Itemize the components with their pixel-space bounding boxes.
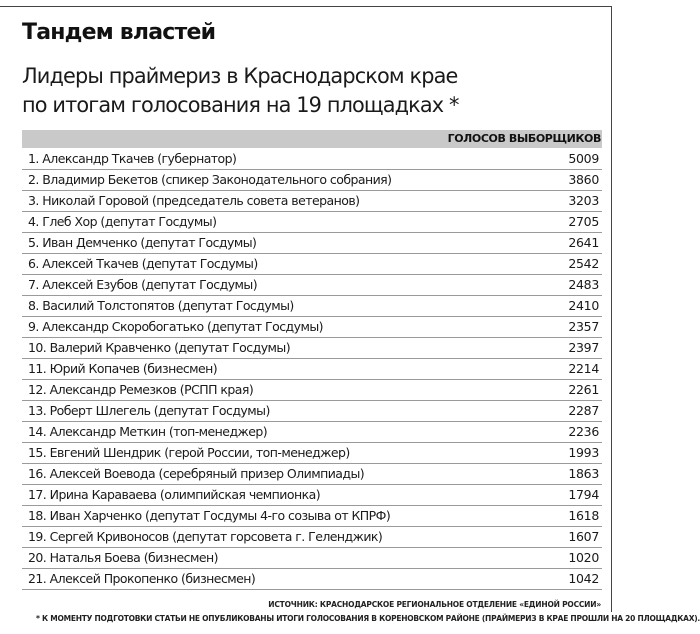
candidate-name: 16. Алексей Воевода (серебряный призер Олимпиады)	[28, 466, 365, 481]
vote-count: 2410	[568, 298, 599, 313]
table-row	[22, 527, 602, 548]
table-row	[22, 548, 602, 569]
source-note: ИСТОЧНИК: КРАСНОДАРСКОЕ РЕГИОНАЛЬНОЕ ОТДЕЛЕНИЕ «ЕДИНОЙ РОССИИ»	[268, 600, 601, 609]
vote-count: 2705	[568, 214, 599, 229]
column-header-votes: ГОЛОСОВ ВЫБОРЩИКОВ	[447, 132, 601, 145]
candidate-name: 9. Александр Скоробогатько (депутат Госдумы)	[28, 319, 323, 334]
table-row	[22, 359, 602, 380]
candidate-name: 1. Александр Ткачев (губернатор)	[28, 151, 237, 166]
chart-subtitle	[22, 62, 459, 120]
table-row	[22, 296, 602, 317]
vote-count: 2483	[568, 277, 599, 292]
vote-count: 5009	[568, 151, 599, 166]
table-row	[22, 254, 602, 275]
candidate-name: 18. Иван Харченко (депутат Госдумы 4-го созыва от КПРФ)	[28, 508, 391, 523]
candidate-name: 12. Александр Ремезков (РСПП края)	[28, 382, 254, 397]
vote-count: 2236	[568, 424, 599, 439]
vote-count: 3860	[568, 172, 599, 187]
vote-count: 1020	[568, 550, 599, 565]
table-row	[22, 191, 602, 212]
vote-count: 2287	[568, 403, 599, 418]
candidate-name: 15. Евгений Шендрик (герой России, топ-менеджер)	[28, 445, 350, 460]
vote-count: 1794	[568, 487, 599, 502]
vote-count: 2641	[568, 235, 599, 250]
vote-count: 1993	[568, 445, 599, 460]
footnote: * К МОМЕНТУ ПОДГОТОВКИ СТАТЬИ НЕ ОПУБЛИКОВАНЫ ИТОГИ ГОЛОСОВАНИЯ В КОРЕНОВСКОМ РАЙОНЕ (ПРАЙМЕРИЗ В КРАЕ ПРОШЛИ НА 20 ПЛОЩАДКАХ).	[36, 614, 700, 623]
vote-count: 2397	[568, 340, 599, 355]
subtitle-line-2: по итогам голосования на 19 площадках *	[22, 93, 459, 118]
table-row	[22, 422, 602, 443]
vote-count: 2357	[568, 319, 599, 334]
vote-count: 2261	[568, 382, 599, 397]
table-row	[22, 317, 602, 338]
vote-count: 1607	[568, 529, 599, 544]
table-row	[22, 464, 602, 485]
table-row	[22, 485, 602, 506]
candidate-name: 2. Владимир Бекетов (спикер Законодательного собрания)	[28, 172, 392, 187]
table-row	[22, 443, 602, 464]
candidate-name: 4. Глеб Хор (депутат Госдумы)	[28, 214, 217, 229]
table-row	[22, 233, 602, 254]
vote-count: 1042	[568, 571, 599, 586]
candidate-name: 11. Юрий Копачев (бизнесмен)	[28, 361, 218, 376]
candidate-name: 19. Сергей Кривоносов (депутат горсовета г. Геленджик)	[28, 529, 383, 544]
results-table	[22, 149, 602, 590]
subtitle-line-1: Лидеры праймериз в Краснодарском крае	[22, 64, 458, 89]
candidate-name: 10. Валерий Кравченко (депутат Госдумы)	[28, 340, 291, 355]
candidate-name: 14. Александр Меткин (топ-менеджер)	[28, 424, 268, 439]
vote-count: 1618	[568, 508, 599, 523]
vote-count: 2542	[568, 256, 599, 271]
candidate-name: 13. Роберт Шлегель (депутат Госдумы)	[28, 403, 270, 418]
table-row	[22, 569, 602, 590]
table-row	[22, 401, 602, 422]
chart-title: Тандем властей	[22, 20, 216, 45]
vote-count: 2214	[568, 361, 599, 376]
table-row	[22, 506, 602, 527]
table-row	[22, 275, 602, 296]
candidate-name: 8. Василий Толстопятов (депутат Госдумы)	[28, 298, 294, 313]
candidate-name: 7. Алексей Езубов (депутат Госдумы)	[28, 277, 258, 292]
table-row	[22, 149, 602, 170]
table-row	[22, 338, 602, 359]
table-row	[22, 380, 602, 401]
vote-count: 3203	[568, 193, 599, 208]
candidate-name: 21. Алексей Прокопенко (бизнесмен)	[28, 571, 256, 586]
table-row	[22, 212, 602, 233]
candidate-name: 5. Иван Демченко (депутат Госдумы)	[28, 235, 257, 250]
candidate-name: 20. Наталья Боева (бизнесмен)	[28, 550, 218, 565]
table-row	[22, 170, 602, 191]
vote-count: 1863	[568, 466, 599, 481]
candidate-name: 17. Ирина Караваева (олимпийская чемпионка)	[28, 487, 321, 502]
candidate-name: 6. Алексей Ткачев (депутат Госдумы)	[28, 256, 258, 271]
candidate-name: 3. Николай Горовой (председатель совета ветеранов)	[28, 193, 360, 208]
